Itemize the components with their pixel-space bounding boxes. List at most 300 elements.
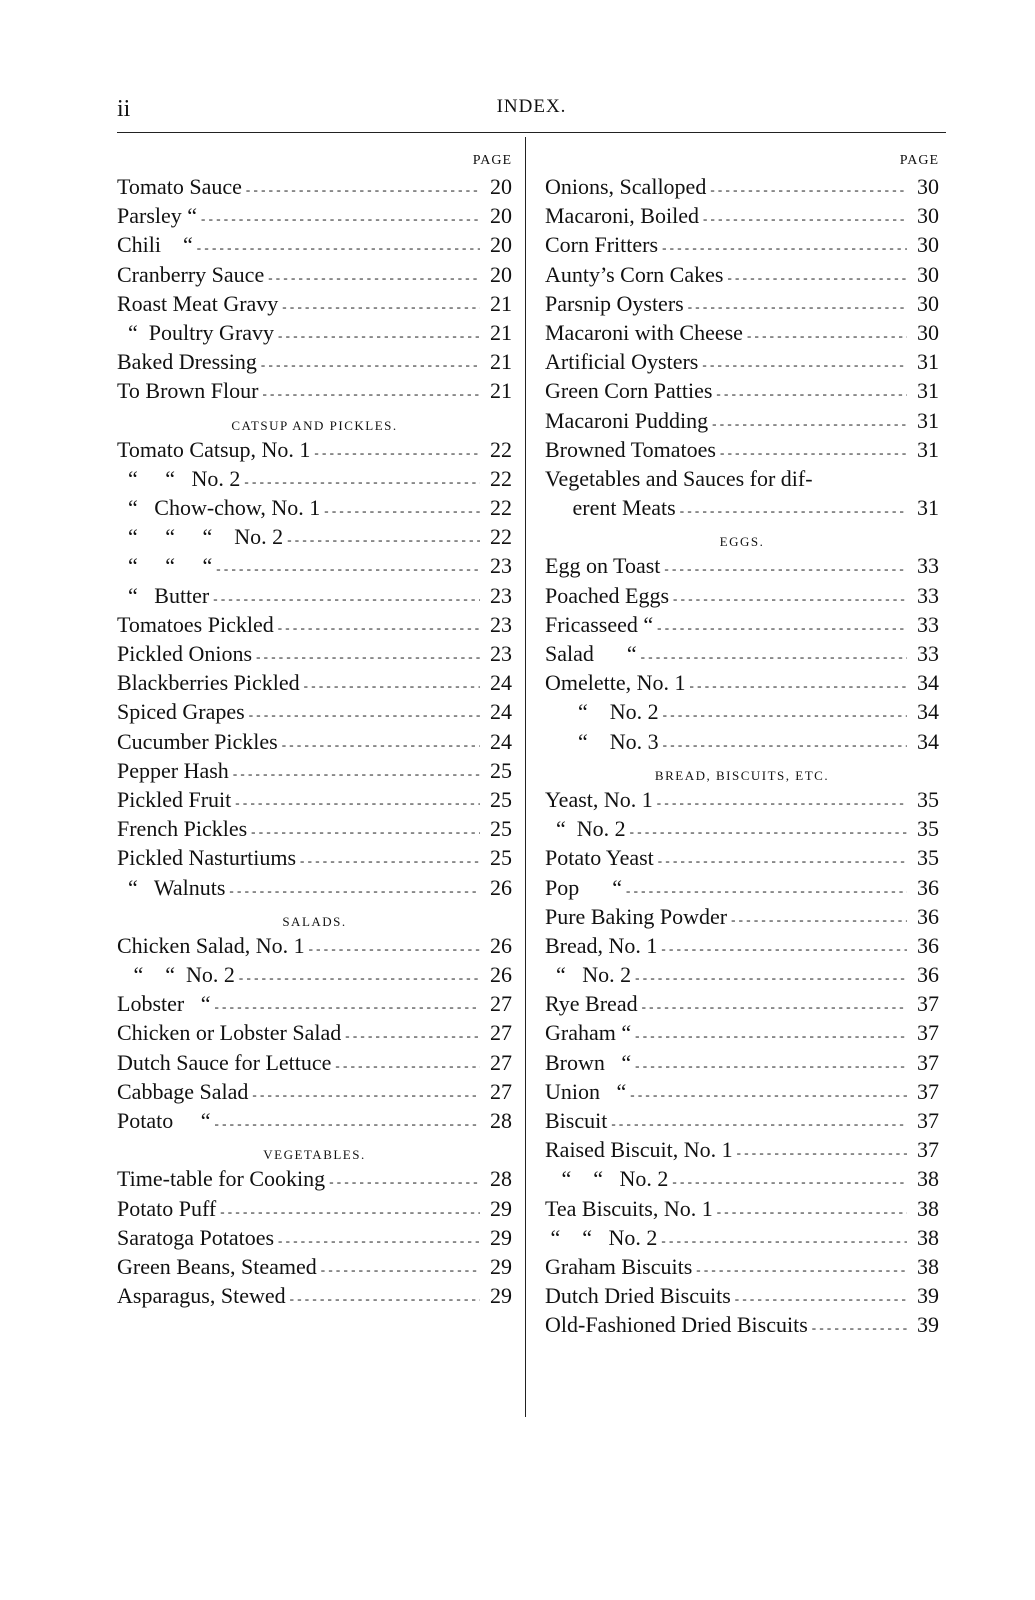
index-entry bbox=[117, 551, 512, 580]
index-entry-page: 20 bbox=[490, 261, 512, 287]
index-entry bbox=[545, 1135, 939, 1164]
dot-leader bbox=[635, 960, 907, 992]
dot-leader bbox=[702, 347, 907, 379]
index-entry-page: 37 bbox=[917, 1137, 939, 1163]
dot-leader bbox=[244, 464, 480, 496]
index-entry-page: 21 bbox=[490, 290, 512, 316]
index-entry-label: Potato “ bbox=[117, 1108, 211, 1133]
dot-leader bbox=[287, 522, 480, 554]
index-entry bbox=[545, 318, 939, 347]
index-list bbox=[545, 172, 939, 464]
index-entry-label: Raised Biscuit, No. 1 bbox=[545, 1137, 733, 1163]
index-entry-page: 21 bbox=[490, 319, 512, 345]
index-entry bbox=[545, 1194, 939, 1223]
index-entry-page: 30 bbox=[917, 232, 939, 258]
index-entry-page: 22 bbox=[490, 495, 512, 521]
index-entry bbox=[117, 756, 512, 785]
index-entry bbox=[545, 960, 939, 989]
index-entry-label: erent Meats bbox=[545, 495, 676, 521]
index-entry bbox=[545, 1164, 939, 1193]
dot-leader bbox=[731, 902, 907, 934]
index-entry bbox=[117, 464, 512, 493]
index-entry bbox=[117, 610, 512, 639]
index-entry bbox=[117, 1106, 512, 1135]
dot-leader bbox=[304, 668, 480, 700]
index-entry-label: Poached Eggs bbox=[545, 582, 670, 608]
index-entry-page: 38 bbox=[917, 1166, 939, 1192]
dot-leader bbox=[673, 581, 907, 613]
running-header bbox=[117, 96, 946, 126]
index-entry-label: Brown “ bbox=[545, 1049, 632, 1075]
dot-leader bbox=[611, 1106, 907, 1138]
index-entry-label: Browned Tomatoes bbox=[545, 436, 716, 462]
dot-leader bbox=[657, 610, 907, 642]
index-entry bbox=[545, 260, 939, 289]
index-entry bbox=[545, 435, 939, 464]
index-entry-page: 37 bbox=[917, 1020, 939, 1046]
dot-leader bbox=[661, 1223, 907, 1255]
index-entry-label: Omelette, No. 1 bbox=[545, 670, 686, 696]
index-entry-page: 24 bbox=[490, 728, 512, 754]
index-entry-label: Potato Puff bbox=[117, 1195, 217, 1221]
dot-leader bbox=[747, 318, 907, 350]
index-entry-page: 31 bbox=[917, 378, 939, 404]
index-entry bbox=[117, 347, 512, 376]
dot-leader bbox=[642, 989, 907, 1021]
index-entry bbox=[545, 873, 939, 902]
index-entry-page: 36 bbox=[917, 874, 939, 900]
dot-leader bbox=[214, 989, 480, 1021]
index-entry-page: 37 bbox=[917, 1108, 939, 1133]
dot-leader bbox=[690, 668, 907, 700]
index-entry-page: 25 bbox=[490, 786, 512, 812]
index-entry-page: 26 bbox=[490, 932, 512, 958]
dot-leader bbox=[251, 814, 480, 846]
index-entry-label: Rye Bread bbox=[545, 991, 638, 1017]
index-entry bbox=[545, 376, 939, 405]
index-entry-page: 33 bbox=[917, 582, 939, 608]
index-entry bbox=[545, 1106, 939, 1135]
index-entry-label: Graham “ bbox=[545, 1020, 632, 1046]
index-entry-label: Cabbage Salad bbox=[117, 1078, 249, 1104]
index-entry-label: Green Corn Patties bbox=[545, 378, 713, 404]
index-entry-label: Yeast, No. 1 bbox=[545, 786, 653, 812]
index-entry-label: Pepper Hash bbox=[117, 757, 229, 783]
index-entry-label: Pickled Nasturtiums bbox=[117, 845, 297, 871]
page-column-header: PAGE bbox=[472, 153, 512, 168]
index-entry-label: “ No. 2 bbox=[545, 962, 632, 988]
dot-leader bbox=[239, 960, 480, 992]
index-entry bbox=[545, 668, 939, 697]
index-entry bbox=[545, 493, 939, 522]
section-title: EGGS. bbox=[719, 534, 765, 550]
index-entry-label: Asparagus, Stewed bbox=[117, 1283, 286, 1309]
index-entry-label: “ Walnuts bbox=[117, 874, 226, 900]
index-entry-label: Tea Biscuits, No. 1 bbox=[545, 1195, 713, 1221]
index-entry-page: 30 bbox=[917, 203, 939, 229]
index-entry bbox=[545, 1018, 939, 1047]
index-entry-label: Dutch Dried Biscuits bbox=[545, 1283, 731, 1309]
index-entry bbox=[117, 1164, 512, 1193]
dot-leader bbox=[256, 639, 480, 671]
index-entry-label: Pop “ bbox=[545, 874, 622, 900]
index-entry-page: 39 bbox=[917, 1312, 939, 1338]
dot-leader bbox=[716, 376, 907, 408]
index-entry-page: 20 bbox=[490, 174, 512, 199]
index-entry-label: Parsnip Oysters bbox=[545, 290, 684, 316]
index-entry-label: Vegetables and Sauces for dif- bbox=[545, 465, 813, 491]
index-entry-label: Union “ bbox=[545, 1078, 627, 1104]
index-entry-label: Fricasseed “ bbox=[545, 611, 654, 637]
index-entry-page: 28 bbox=[490, 1108, 512, 1133]
dot-leader bbox=[278, 1223, 480, 1255]
index-entry-label: Biscuit bbox=[545, 1108, 608, 1133]
index-entry bbox=[545, 727, 939, 756]
index-entry bbox=[545, 551, 939, 580]
dot-leader bbox=[657, 785, 907, 817]
index-entry-label: Pickled Onions bbox=[117, 641, 253, 666]
header-rule bbox=[117, 132, 946, 133]
index-entry-page: 31 bbox=[917, 349, 939, 375]
index-entry bbox=[545, 172, 939, 201]
index-entry-label: Macaroni with Cheese bbox=[545, 319, 743, 345]
dot-leader bbox=[268, 260, 480, 292]
index-entry-page: 36 bbox=[917, 903, 939, 929]
index-list bbox=[545, 785, 939, 1340]
dot-leader bbox=[345, 1018, 480, 1050]
index-entry bbox=[117, 873, 512, 902]
index-entry-page: 34 bbox=[917, 728, 939, 754]
dot-leader bbox=[213, 581, 480, 613]
running-title: INDEX. bbox=[496, 96, 567, 117]
index-entry-label: “ Poultry Gravy bbox=[117, 319, 275, 345]
dot-leader bbox=[663, 727, 907, 759]
index-entry-label: “ No. 2 bbox=[545, 699, 659, 725]
index-entry bbox=[117, 260, 512, 289]
section-title: CATSUP AND PICKLES. bbox=[231, 417, 398, 433]
dot-leader bbox=[215, 1106, 481, 1138]
index-entry bbox=[117, 843, 512, 872]
index-entry-label: Baked Dressing bbox=[117, 349, 257, 375]
index-entry-page: 31 bbox=[917, 407, 939, 433]
dot-leader bbox=[216, 551, 480, 583]
index-entry-page: 33 bbox=[917, 611, 939, 637]
index-entry bbox=[545, 1048, 939, 1077]
index-entry bbox=[117, 727, 512, 756]
index-entry bbox=[545, 814, 939, 843]
index-entry-label: Macaroni, Boiled bbox=[545, 203, 699, 229]
index-entry-label: Artificial Oysters bbox=[545, 349, 699, 375]
dot-leader bbox=[282, 727, 480, 759]
index-entry bbox=[545, 347, 939, 376]
index-entry-label: Lobster “ bbox=[117, 991, 211, 1017]
dot-leader bbox=[663, 697, 907, 729]
dot-leader bbox=[197, 230, 480, 262]
dot-leader bbox=[641, 639, 907, 671]
index-entry bbox=[117, 785, 512, 814]
index-entry-page: 29 bbox=[490, 1195, 512, 1221]
index-entry bbox=[117, 1048, 512, 1077]
index-entry-page: 37 bbox=[917, 1078, 939, 1104]
dot-leader bbox=[321, 1252, 480, 1284]
dot-leader bbox=[658, 843, 907, 875]
index-entry-page: 28 bbox=[490, 1166, 512, 1192]
index-entry bbox=[117, 989, 512, 1018]
dot-leader bbox=[720, 435, 907, 467]
index-entry-page: 34 bbox=[917, 699, 939, 725]
index-entry-label: Old-Fashioned Dried Biscuits bbox=[545, 1312, 808, 1338]
dot-leader bbox=[201, 201, 480, 233]
dot-leader bbox=[335, 1048, 480, 1080]
index-entry-page: 22 bbox=[490, 524, 512, 550]
index-entry-page: 37 bbox=[917, 991, 939, 1017]
index-entry-label: Parsley “ bbox=[117, 203, 198, 229]
index-entry bbox=[117, 814, 512, 843]
dot-leader bbox=[314, 435, 480, 467]
index-entry bbox=[545, 1077, 939, 1106]
index-entry-label: Corn Fritters bbox=[545, 232, 659, 258]
dot-leader bbox=[735, 1281, 907, 1313]
index-entry-page: 31 bbox=[917, 495, 939, 521]
index-entry-page: 25 bbox=[490, 757, 512, 783]
index-entry bbox=[545, 289, 939, 318]
index-entry-label: Graham Biscuits bbox=[545, 1253, 693, 1279]
index-entry-label: Salad “ bbox=[545, 641, 637, 666]
index-entry-page: 27 bbox=[490, 991, 512, 1017]
index-entry-page: 34 bbox=[917, 670, 939, 696]
index-entry bbox=[117, 1252, 512, 1281]
index-entry bbox=[545, 1281, 939, 1310]
index-entry-page: 27 bbox=[490, 1020, 512, 1046]
index-entry-label: French Pickles bbox=[117, 816, 248, 842]
index-entry-page: 38 bbox=[917, 1195, 939, 1221]
index-entry-label: “ “ No. 2 bbox=[545, 1166, 669, 1192]
dot-leader bbox=[630, 814, 907, 846]
index-entry bbox=[117, 639, 512, 668]
index-entry bbox=[545, 1252, 939, 1281]
dot-leader bbox=[220, 1194, 480, 1226]
index-entry-page: 24 bbox=[490, 699, 512, 725]
index-entry-page: 21 bbox=[490, 349, 512, 375]
index-entry-label: “ “ No. 2 bbox=[117, 465, 241, 491]
dot-leader bbox=[661, 931, 907, 963]
dot-leader bbox=[635, 1048, 907, 1080]
index-entry-page: 36 bbox=[917, 962, 939, 988]
index-entry-page: 36 bbox=[917, 932, 939, 958]
index-entry bbox=[117, 289, 512, 318]
index-entry-page: 30 bbox=[917, 261, 939, 287]
index-entry bbox=[117, 435, 512, 464]
index-entry bbox=[545, 697, 939, 726]
index-entry bbox=[117, 522, 512, 551]
dot-leader bbox=[278, 318, 480, 350]
index-entry-page: 35 bbox=[917, 845, 939, 871]
index-entry-page: 27 bbox=[490, 1049, 512, 1075]
index-entry-page: 38 bbox=[917, 1253, 939, 1279]
dot-leader bbox=[278, 610, 480, 642]
dot-leader bbox=[300, 843, 480, 875]
index-entry-page: 20 bbox=[490, 203, 512, 229]
index-entry-page: 30 bbox=[917, 319, 939, 345]
index-entry-page: 21 bbox=[490, 378, 512, 404]
dot-leader bbox=[712, 406, 907, 438]
index-entry-page: 31 bbox=[917, 436, 939, 462]
index-entry bbox=[117, 668, 512, 697]
dot-leader bbox=[688, 289, 907, 321]
index-entry-label: “ “ No. 2 bbox=[117, 962, 235, 988]
index-entry bbox=[117, 172, 512, 201]
index-entry-label: Tomato Catsup, No. 1 bbox=[117, 436, 311, 462]
dot-leader bbox=[324, 493, 480, 525]
index-entry-label: “ Chow-chow, No. 1 bbox=[117, 495, 321, 521]
index-entry-page: 23 bbox=[490, 641, 512, 666]
dot-leader bbox=[662, 230, 907, 262]
index-entry-page: 26 bbox=[490, 874, 512, 900]
dot-leader bbox=[261, 347, 480, 379]
index-entry bbox=[117, 1281, 512, 1310]
index-entry-label: Potato Yeast bbox=[545, 845, 654, 871]
index-entry bbox=[117, 581, 512, 610]
index-entry-label: Onions, Scalloped bbox=[545, 174, 707, 199]
section-title: SALADS. bbox=[282, 913, 347, 929]
section-title: BREAD, BISCUITS, ETC. bbox=[654, 767, 830, 783]
index-entry bbox=[545, 931, 939, 960]
index-entry bbox=[545, 201, 939, 230]
index-entry-page: 22 bbox=[490, 436, 512, 462]
index-entry-page: 27 bbox=[490, 1078, 512, 1104]
index-entry bbox=[117, 1223, 512, 1252]
index-entry-page: 25 bbox=[490, 816, 512, 842]
dot-leader bbox=[672, 1164, 907, 1196]
dot-leader bbox=[290, 1281, 480, 1313]
index-list bbox=[117, 435, 512, 902]
index-entry-page: 33 bbox=[917, 553, 939, 579]
index-entry bbox=[545, 785, 939, 814]
index-entry-page: 25 bbox=[490, 845, 512, 871]
index-entry bbox=[117, 318, 512, 347]
index-entry bbox=[117, 931, 512, 960]
index-entry-page: 38 bbox=[917, 1224, 939, 1250]
index-entry-label: Pickled Fruit bbox=[117, 786, 232, 812]
left-column bbox=[117, 150, 512, 1310]
index-entry-page: 23 bbox=[490, 582, 512, 608]
index-entry-label: “ “ “ bbox=[117, 553, 213, 579]
index-entry bbox=[545, 843, 939, 872]
dot-leader bbox=[703, 201, 907, 233]
index-entry bbox=[545, 1223, 939, 1252]
index-entry-label: “ Butter bbox=[117, 582, 210, 608]
index-entry-label: Roast Meat Gravy bbox=[117, 290, 279, 316]
index-entry-page: 24 bbox=[490, 670, 512, 696]
index-entry-label: Spiced Grapes bbox=[117, 699, 245, 725]
index-list bbox=[545, 551, 939, 755]
index-entry bbox=[545, 610, 939, 639]
index-entry-label: Cucumber Pickles bbox=[117, 728, 278, 754]
index-entry-label: Dutch Sauce for Lettuce bbox=[117, 1049, 332, 1075]
index-entry-page: 29 bbox=[490, 1283, 512, 1309]
index-entry bbox=[117, 376, 512, 405]
dot-leader bbox=[696, 1252, 907, 1284]
index-entry bbox=[117, 1194, 512, 1223]
index-entry-label: “ “ “ No. 2 bbox=[117, 524, 284, 550]
index-entry-page: 29 bbox=[490, 1253, 512, 1279]
index-entry-label: Green Beans, Steamed bbox=[117, 1253, 317, 1279]
dot-leader bbox=[229, 873, 480, 905]
index-entry-page: 37 bbox=[917, 1049, 939, 1075]
dot-leader bbox=[262, 376, 480, 408]
index-entry-label: Chicken or Lobster Salad bbox=[117, 1020, 342, 1046]
index-entry bbox=[545, 230, 939, 259]
dot-leader bbox=[635, 1018, 907, 1050]
index-entry-label: Egg on Toast bbox=[545, 553, 661, 579]
index-entry-label: Aunty’s Corn Cakes bbox=[545, 261, 724, 287]
dot-leader bbox=[630, 1077, 907, 1109]
index-entry-label: Cranberry Sauce bbox=[117, 261, 265, 287]
dot-leader bbox=[233, 756, 480, 788]
index-list bbox=[117, 1164, 512, 1310]
dot-leader bbox=[727, 260, 907, 292]
index-entry-label: To Brown Flour bbox=[117, 378, 259, 404]
dot-leader bbox=[710, 172, 907, 204]
index-entry-page: 29 bbox=[490, 1224, 512, 1250]
dot-leader bbox=[282, 289, 480, 321]
index-entry-label: Chili “ bbox=[117, 232, 193, 258]
page-column-header: PAGE bbox=[899, 153, 939, 168]
index-entry-page: 33 bbox=[917, 641, 939, 666]
index-entry-label: “ No. 2 bbox=[545, 816, 626, 842]
index-entry bbox=[117, 230, 512, 259]
index-entry bbox=[117, 201, 512, 230]
index-entry-label: Chicken Salad, No. 1 bbox=[117, 932, 305, 958]
index-entry-label: Tomato Sauce bbox=[117, 174, 242, 199]
index-entry-label: “ “ No. 2 bbox=[545, 1224, 658, 1250]
dot-leader bbox=[329, 1164, 480, 1196]
index-entry-label: Time-table for Cooking bbox=[117, 1166, 326, 1192]
section-title: VEGETABLES. bbox=[263, 1147, 366, 1163]
dot-leader bbox=[249, 697, 480, 729]
index-entry-label: Pure Baking Powder bbox=[545, 903, 728, 929]
index-entry-page: 30 bbox=[917, 290, 939, 316]
index-entry bbox=[545, 639, 939, 668]
dot-leader bbox=[626, 873, 907, 905]
index-entry-label: Macaroni Pudding bbox=[545, 407, 709, 433]
index-entry bbox=[117, 1077, 512, 1106]
index-entry bbox=[545, 581, 939, 610]
dot-leader bbox=[664, 551, 907, 583]
column-divider bbox=[525, 137, 526, 1417]
dot-leader bbox=[309, 931, 480, 963]
index-entry-label: “ No. 3 bbox=[545, 728, 659, 754]
index-entry bbox=[117, 1018, 512, 1047]
page-number: ii bbox=[117, 96, 131, 122]
index-entry-label: Tomatoes Pickled bbox=[117, 611, 274, 637]
dot-leader bbox=[680, 493, 907, 525]
index-entry-page: 35 bbox=[917, 816, 939, 842]
index-entry bbox=[117, 697, 512, 726]
index-list bbox=[117, 172, 512, 406]
dot-leader bbox=[246, 172, 480, 204]
right-column bbox=[545, 150, 939, 1340]
dot-leader bbox=[235, 785, 480, 817]
index-list bbox=[117, 931, 512, 1135]
index-entry-label: Bread, No. 1 bbox=[545, 932, 658, 958]
index-entry-page: 20 bbox=[490, 232, 512, 258]
index-entry-label: Blackberries Pickled bbox=[117, 670, 300, 696]
index-entry-label: Saratoga Potatoes bbox=[117, 1224, 275, 1250]
index-entry-page: 30 bbox=[917, 174, 939, 199]
index-entry-page: 26 bbox=[490, 962, 512, 988]
index-entry-page: 39 bbox=[917, 1283, 939, 1309]
